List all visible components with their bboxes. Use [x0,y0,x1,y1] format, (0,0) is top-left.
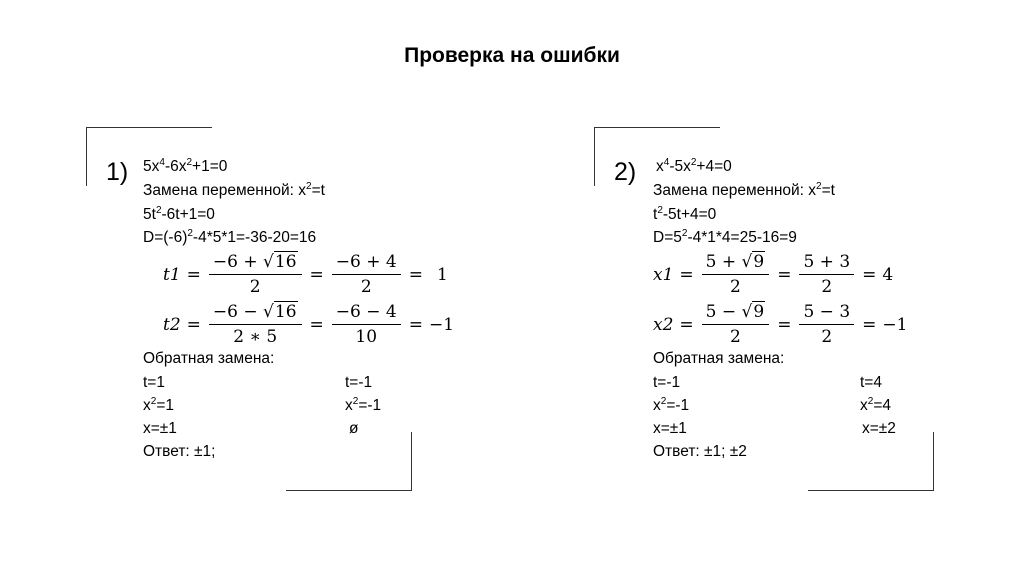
right-col-row-3: x=±2 [862,420,896,437]
quadratic-equation: $5t^2-6t+1=0$ [143,205,215,223]
reverse-substitution-label: Обратная замена: [653,350,785,367]
left-col-row-3: x=±1 [143,420,177,437]
bracket-top-left-1 [86,127,212,186]
left-col-row-3: x=±1 [653,420,687,437]
left-col-row-2: $x^2=1$ [143,396,174,414]
page-title: Проверка на ошибки [404,44,620,67]
right-col-row-1: t=4 [860,374,882,391]
discriminant: $D=(-6)^2-4*5*1=-36-20=16$ [143,228,317,246]
bracket-top-left-2 [594,127,720,186]
equation: $5x^4-6x^2+1=0$ [143,157,228,175]
right-col-row-2: $x^2=-1$ [345,396,382,414]
quadratic-equation: $t^2-5t+4=0$ [653,205,717,223]
left-col-row-2: $x^2=-1$ [653,396,690,414]
bracket-bottom-right-1 [286,432,412,491]
left-col-row-1: t=-1 [653,374,681,391]
right-col-row-1: t=-1 [345,374,373,391]
discriminant: $D=5^2-4*1*4=25-16=9$ [653,228,797,246]
substitution: Замена переменной: $x^2=t$ [653,181,835,199]
answer: Ответ: ±1; ±2 [653,443,747,460]
right-col-row-2: $x^2=4$ [860,396,891,414]
left-col-row-1: t=1 [143,374,165,391]
equation: $x^4-5x^2+4=0$ [656,157,732,175]
substitution: Замена переменной: $x^2=t$ [143,181,325,199]
answer: Ответ: ±1; [143,443,216,460]
problem-number-2: 2) [614,158,637,186]
bracket-bottom-right-2 [808,432,934,491]
root-formula-1: x1 = $\frac{5 + √9}{2}$ = $\frac{5 + 3}{2}$ = 4 [653,252,894,297]
right-col-row-3: ø [349,420,359,437]
problem-number-1: 1) [106,158,129,186]
root-formula-2: t2 = $\frac{-6 - √16}{2 ∗ 5}$ = $\frac{-6 - 4}{10}$ = −1 [163,302,455,347]
reverse-substitution-label: Обратная замена: [143,350,275,367]
root-formula-2: x2 = $\frac{5 - √9}{2}$ = $\frac{5 - 3}{2}$ = −1 [653,302,908,347]
root-formula-1: t1 = $\frac{-6 + √16}{2}$ = $\frac{-6 + 4}{2}$ = 1 [163,252,448,297]
